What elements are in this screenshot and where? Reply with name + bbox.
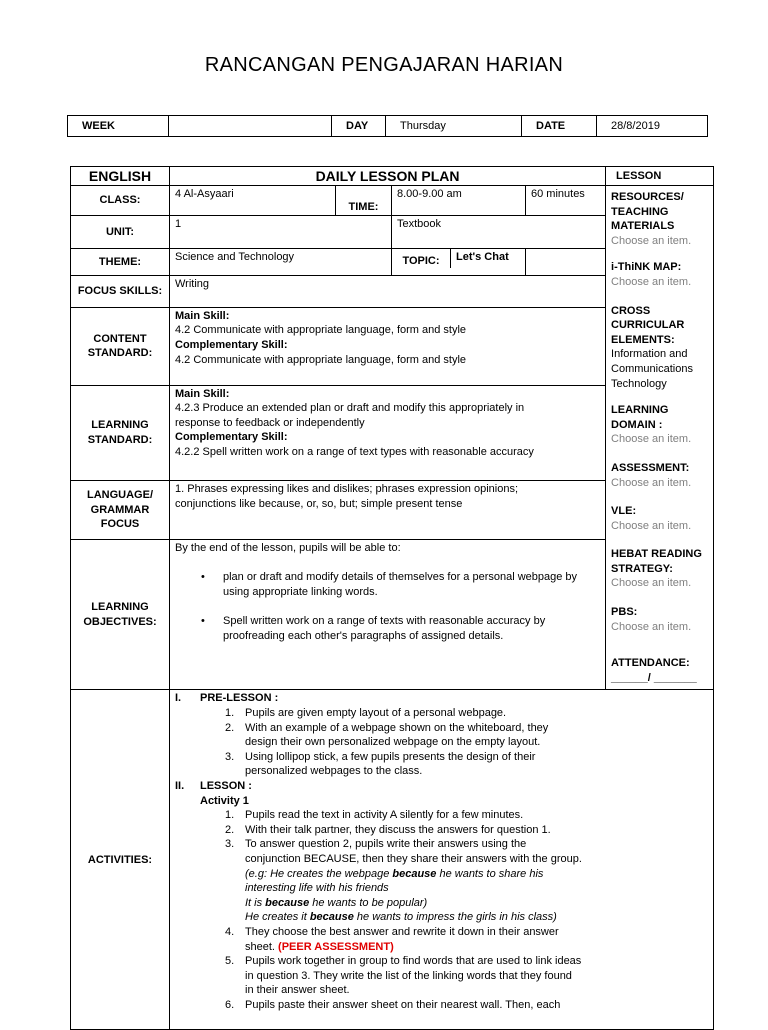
content-standard-cell [170,307,606,385]
textbook-value: Textbook [392,216,606,249]
pre-lesson-numeral: I. [175,692,182,705]
activities-label: ACTIVITIES: [71,690,170,1030]
objectives-label: LEARNING OBJECTIVES: [71,539,170,690]
think-map-dropdown[interactable]: Choose an item. [611,275,692,288]
hebat-label: HEBAT READING STRATEGY: [611,548,702,575]
grammar-focus-label: LANGUAGE/ GRAMMAR FOCUS [71,480,170,539]
learning-domain-label: LEARNING DOMAIN : [611,404,669,431]
vle-label: VLE: [611,505,637,518]
duration-value: 60 minutes [526,186,606,216]
content-standard-label: CONTENT STANDARD: [71,307,170,385]
time-label: TIME: [336,186,392,216]
pbs-label: PBS: [611,606,638,619]
lesson-step: Pupils read the text in activity A silently for a few minutes. [245,809,524,822]
lesson-numeral: II. [175,780,185,792]
objectives-cell [170,539,606,690]
topic-cell [392,248,526,276]
assessment-label: ASSESSMENT: [611,461,690,474]
attendance-label: ATTENDANCE: [611,657,690,670]
week-day-date-table [67,115,708,137]
objective-item: • Spell written work on a range of texts with reasonable accuracy by proofreading each other's paragraphs of assigned details. [175,614,600,643]
week-label: WEEK [68,116,169,137]
plan-title: DAILY LESSON PLAN [170,167,606,186]
assessment-dropdown[interactable]: Choose an item. [611,476,692,489]
lesson-section-title: LESSON : [200,780,252,792]
pre-lesson-title: PRE-LESSON : [200,692,279,705]
topic-value: Let's Chat [456,250,509,263]
cross-curricular-label: CROSS CURRICULAR ELEMENTS: [611,304,685,346]
content-comp-text: 4.2 Communicate with appropriate language, form and style [175,353,467,366]
topic-label: TOPIC: [392,249,451,269]
learning-standard-label: LEARNING STANDARD: [71,385,170,480]
week-value [169,116,332,137]
learning-main-text: 4.2.3 Produce an extended plan or draft and modify this appropriately in response to feedback or independently [175,402,525,429]
learning-comp-title: Complementary Skill: [175,431,288,444]
lesson-step: To answer question 2, pupils write their answers using the conjunction BECAUSE, then they share their answers with the group. [245,838,582,865]
cross-curricular-value: Information and Communications Technology [611,348,693,390]
learning-comp-text: 4.2.2 Spell written work on a range of text types with reasonable accuracy [175,445,534,458]
content-comp-title: Complementary Skill: [175,338,288,351]
activities-cell: I. PRE-LESSON : 1. Pupils are given empty layout of a personal webpage. 2. With an example of a webpage shown on the whiteboard, they design their own personalized webpage on the empty layout. 3. Using lollipop stick, a few pupils presents the design of their personalized webpages to the class. II. LESSON : Activity 1 1. Pupils read the text in activity A silently for a few minutes. 2. With their talk partner, they discuss the answers for question 1. 3. To answer question 2, pupils write their answers using the conjunction BECAUSE, then they share their answers with the group. (e.g: He creates the webpage because he wants to share his interesting life with his friends It is because he wants to be popular) He creates it because he wants to impress the girls in his class) 4. They choose the best answer and rewrite it down in their answer sheet. (PEER ASSESSMENT) 5. Pupils work together in group to find words that are used to link ideas in question 3. They write the list of the linking words that they found in their answer sheet. 6. Pupils paste their answer sheet on their nearest wall. Then, each [170,690,714,1030]
lesson-step: Pupils paste their answer sheet on their nearest wall. Then, each [245,998,561,1011]
date-label: DATE [522,116,597,137]
lesson-step: Pupils work together in group to find words that are used to link ideas in question 3. They write the list of the linking words that they found in their answer sheet. [245,955,582,997]
example-line: (e.g: He creates the webpage because he wants to share his interesting life with his friends [245,867,544,895]
content-main-text: 4.2 Communicate with appropriate language, form and style [175,324,467,337]
pre-step: With an example of a webpage shown on the whiteboard, they design their own personalized webpage on the empty layout. [245,721,549,749]
day-label: DAY [332,116,386,137]
unit-value: 1 [170,216,392,249]
example-line: He creates it because he wants to impress the girls in his class) [245,911,557,924]
activity-title: Activity 1 [200,794,249,807]
objective-item: • plan or draft and modify details of themselves for a personal webpage by using appropriate linking words. [175,570,600,599]
peer-assessment-tag: (PEER ASSESSMENT) [278,940,394,953]
learning-main-title: Main Skill: [175,387,230,400]
time-value: 8.00-9.00 am [392,186,526,216]
example-line: It is because he wants to be popular) [245,896,428,909]
attendance-value: ______/ _______ [611,671,697,684]
learning-standard-cell [170,385,606,480]
think-map-label: i-ThiNK MAP: [611,261,682,274]
document-title: RANCANGAN PENGAJARAN HARIAN [204,54,564,76]
sidebar-cell [606,186,714,690]
class-value: 4 Al-Asyaari [170,186,336,216]
lesson-step: They choose the best answer and rewrite it down in their answer sheet. [245,925,559,953]
theme-value: Science and Technology [170,248,392,276]
lesson-label: LESSON [606,167,714,186]
resources-label: RESOURCES/ TEACHING MATERIALS [611,191,684,233]
objectives-intro: By the end of the lesson, pupils will be able to: [175,541,401,554]
focus-skills-value: Writing [170,276,606,307]
subject-cell: ENGLISH [71,167,170,186]
resources-dropdown[interactable]: Choose an item. [611,234,692,247]
pre-step: Pupils are given empty layout of a personal webpage. [245,707,507,720]
date-value: 28/8/2019 [597,116,708,137]
class-label: CLASS: [71,186,170,216]
unit-label: UNIT: [71,216,170,249]
content-main-title: Main Skill: [175,309,230,322]
vle-dropdown[interactable]: Choose an item. [611,519,692,532]
pre-step: Using lollipop stick, a few pupils presents the design of their personalized webpages to the class. [245,750,536,778]
theme-label: THEME: [71,248,170,276]
lesson-plan-table [70,166,714,1030]
focus-skills-label: FOCUS SKILLS: [71,276,170,307]
grammar-focus-value: 1. Phrases expressing likes and dislikes; phrases expression opinions; conjunctions like because, or, so, but; simple present tense [170,480,606,539]
pbs-dropdown[interactable]: Choose an item. [611,620,692,633]
day-value: Thursday [386,116,522,137]
lesson-step: With their talk partner, they discuss the answers for question 1. [245,823,551,836]
hebat-dropdown[interactable]: Choose an item. [611,577,692,590]
learning-domain-dropdown[interactable]: Choose an item. [611,433,692,446]
